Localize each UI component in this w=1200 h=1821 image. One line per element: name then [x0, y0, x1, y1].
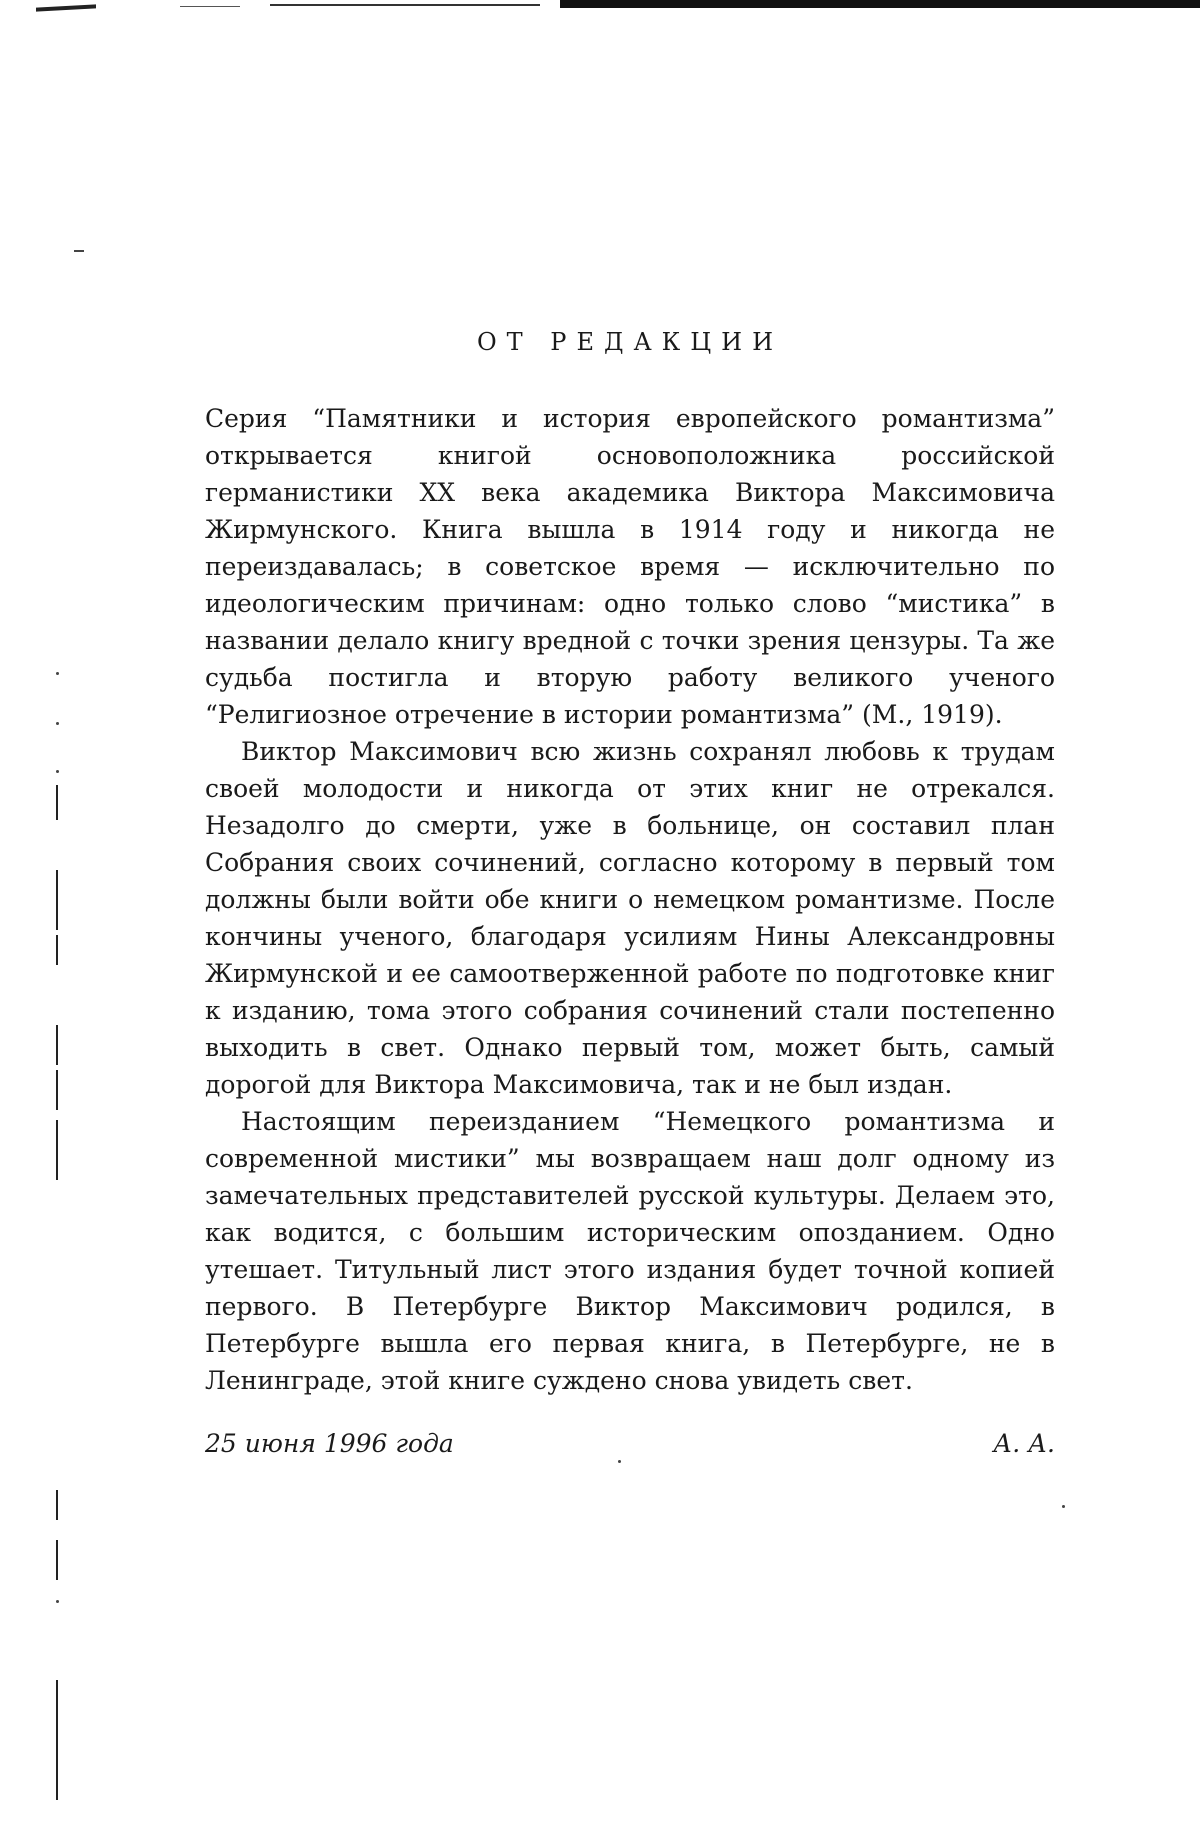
scan-artifact-corner-mark — [36, 4, 96, 11]
scan-artifact-gutter-line — [56, 1680, 58, 1800]
scan-artifact-gutter-line — [56, 785, 58, 820]
scan-artifact-left-dash — [74, 250, 84, 252]
signature-row — [205, 1429, 1055, 1458]
scan-artifact-dot — [56, 1600, 59, 1603]
scan-artifact-dot — [56, 770, 59, 773]
scan-artifact-dot — [56, 722, 59, 725]
paragraph: Виктор Максимович всю жизнь сохранял любовь к трудам своей молодости и никогда от этих книг не отрекался. Незадолго до смерти, уже в больнице, он составил план Собрания своих сочинений, согласно которому в первый том должны были войти обе книги о немецком романтизме. После кончины ученого, благодаря усилиям Нины Александровны Жирмунской и ее самоотверженной работе по подготовке книг к изданию, тома этого собрания сочинений стали постепенно выходить в свет. Однако первый том, может быть, самый дорогой для Виктора Максимовича, так и не был издан. — [205, 737, 1055, 1099]
scan-artifact-gutter-line — [56, 870, 58, 930]
scan-artifact-dot — [1062, 1505, 1065, 1508]
scan-artifact-top-bar — [560, 0, 1200, 8]
scan-artifact-gutter-line — [56, 1025, 58, 1065]
signature-initials: А. А. — [993, 1429, 1055, 1458]
paragraph: Настоящим переизданием “Немецкого романтизма и современной мистики” мы возвращаем наш долг одному из замечательных представителей русской культуры. Делаем это, как водится, с большим историческим опозданием. Одно утешает. Титульный лист этого издания будет точной копией первого. В Петербурге Виктор Максимович родился, в Петербурге вышла его первая книга, в Петербурге, не в Ленинграде, этой книге суждено снова увидеть свет. — [205, 1107, 1055, 1395]
scan-artifact-dot — [618, 1460, 621, 1463]
paragraph: Серия “Памятники и история европейского романтизма” открывается книгой основоположника российской германистики XX века академика Виктора Максимовича Жирмунского. Книга вышла в 1914 году и никогда не переиздавалась; в советское время — исключительно по идеологическим причинам: одно только слово “мистика” в названии делало книгу вредной с точки зрения цензуры. Та же судьба постигла и вторую работу великого ученого “Религиозное отречение в истории романтизма” (М., 1919). — [205, 404, 1055, 729]
scan-artifact-top-line — [270, 4, 540, 6]
scan-artifact-gutter-line — [56, 1540, 58, 1580]
page-content — [205, 328, 1055, 1458]
scan-artifact-dot — [56, 672, 59, 675]
signature-date: 25 июня 1996 года — [205, 1429, 454, 1458]
scan-artifact-gutter-line — [56, 1490, 58, 1520]
scan-artifact-gutter-line — [56, 1070, 58, 1110]
scan-artifact-gutter-line — [56, 1120, 58, 1180]
scan-artifact-gutter-line — [56, 935, 58, 965]
page-heading: ОТ РЕДАКЦИИ — [476, 328, 784, 356]
scan-artifact-top-line-short — [180, 6, 240, 7]
